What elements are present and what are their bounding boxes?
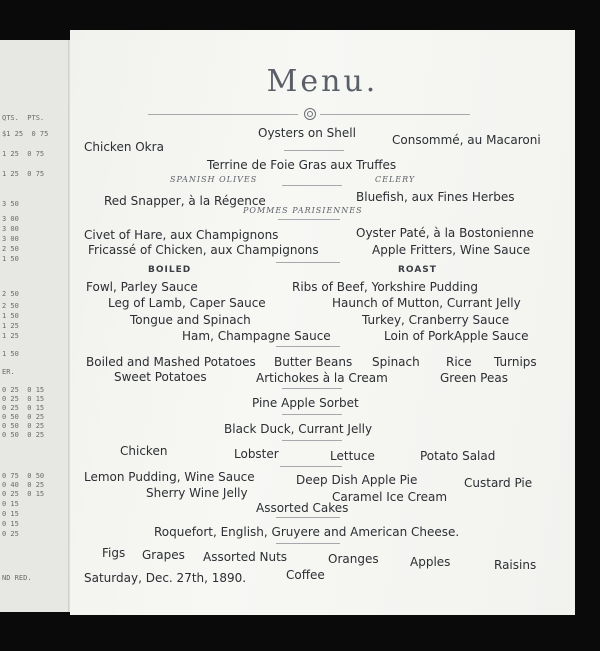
left-page-line: 1 50 xyxy=(2,350,19,358)
left-page-line: 0 15 xyxy=(2,510,19,518)
menu-item-terrine: Terrine de Foie Gras aux Truffes xyxy=(207,158,397,172)
divider xyxy=(280,466,342,467)
divider xyxy=(276,517,340,518)
menu-item-leg-lamb: Leg of Lamb, Caper Sauce xyxy=(108,296,266,310)
menu-item-spinach: Spinach xyxy=(372,355,420,369)
left-page-line: 2 50 xyxy=(2,245,19,253)
menu-item-nuts: Assorted Nuts xyxy=(203,550,288,564)
menu-item-cakes: Assorted Cakes xyxy=(256,501,349,515)
left-page-line: 0 25 0 15 xyxy=(2,395,45,403)
menu-item-tongue: Tongue and Spinach xyxy=(130,313,251,327)
divider xyxy=(282,185,342,186)
left-page-line: 2 50 xyxy=(2,302,19,310)
divider xyxy=(282,440,342,441)
menu-item-pommes: POMMES PARISIENNES xyxy=(243,206,363,215)
menu-title: Menu. xyxy=(266,64,379,99)
menu-item-oysters: Oysters on Shell xyxy=(258,126,356,140)
menu-item-loin: Loin of PorkApple Sauce xyxy=(384,329,529,343)
menu-item-raisins: Raisins xyxy=(494,558,537,572)
menu-item-rice: Rice xyxy=(446,355,472,369)
left-page-line: 0 50 0 25 xyxy=(2,422,45,430)
menu-item-cheese: Roquefort, English, Gruyere and American Cheese. xyxy=(154,525,460,539)
menu-item-turnips: Turnips xyxy=(494,355,537,369)
menu-item-fricasse: Fricassé of Chicken, aux Champignons xyxy=(88,243,319,257)
left-page-line: 0 40 0 25 xyxy=(2,481,45,489)
left-page-line: 0 50 0 25 xyxy=(2,431,45,439)
left-page-line: 0 75 0 50 xyxy=(2,472,45,480)
menu-item-potato-salad: Potato Salad xyxy=(420,449,496,463)
left-page-line: 1 50 xyxy=(2,255,19,263)
left-page-line: 1 25 xyxy=(2,332,19,340)
menu-item-grapes: Grapes xyxy=(142,548,185,562)
menu-item-bluefish: Bluefish, aux Fines Herbes xyxy=(356,190,515,204)
left-page-line: $1 25 0 75 xyxy=(2,130,49,138)
divider xyxy=(276,346,340,347)
left-page-line: 1 25 0 75 xyxy=(2,150,45,158)
left-page-line: 0 50 0 25 xyxy=(2,413,45,421)
menu-item-sherry-jelly: Sherry Wine Jelly xyxy=(146,486,248,500)
menu-item-green-peas: Green Peas xyxy=(440,371,508,385)
left-page-line: 3 00 xyxy=(2,225,19,233)
divider xyxy=(282,388,342,389)
menu-item-lettuce: Lettuce xyxy=(330,449,375,463)
left-page-line: 0 25 0 15 xyxy=(2,386,45,394)
menu-item-custard-pie: Custard Pie xyxy=(464,476,533,490)
menu-item-caramel: Caramel Ice Cream xyxy=(332,490,448,504)
menu-item-civet: Civet of Hare, aux Champignons xyxy=(84,228,279,242)
menu-item-black-duck: Black Duck, Currant Jelly xyxy=(224,422,373,436)
left-page-line: 0 25 0 15 xyxy=(2,490,45,498)
left-page-line: 1 25 0 75 xyxy=(2,170,45,178)
menu-item-chicken-okra: Chicken Okra xyxy=(84,140,164,154)
divider xyxy=(282,414,342,415)
menu-item-butter-beans: Butter Beans xyxy=(274,355,353,369)
menu-item-turkey: Turkey, Cranberry Sauce xyxy=(362,313,510,327)
menu-item-deep-dish: Deep Dish Apple Pie xyxy=(296,473,418,487)
menu-item-haunch: Haunch of Mutton, Currant Jelly xyxy=(332,296,521,310)
menu-item-apples: Apples xyxy=(410,555,451,569)
left-page-line: 0 15 xyxy=(2,520,19,528)
left-page-line: 3 50 xyxy=(2,200,19,208)
left-page-line: 3 00 xyxy=(2,235,19,243)
left-page-line: 1 50 xyxy=(2,312,19,320)
left-page-line: ND RED. xyxy=(2,574,32,582)
divider xyxy=(276,262,340,263)
menu-item-lemon-pudding: Lemon Pudding, Wine Sauce xyxy=(84,470,255,484)
menu-item-artichokes: Artichokes à la Cream xyxy=(256,371,388,385)
menu-item-chicken: Chicken xyxy=(120,444,168,458)
left-page-line: ER. xyxy=(2,368,15,376)
menu-item-consomme: Consommé, au Macaroni xyxy=(392,133,541,147)
menu-item-lobster: Lobster xyxy=(234,447,279,461)
section-roast: ROAST xyxy=(398,265,437,275)
divider xyxy=(276,543,340,544)
menu-item-oyster-pate: Oyster Paté, à la Bostonienne xyxy=(356,226,534,240)
left-page-line: 2 50 xyxy=(2,290,19,298)
left-page-line: 0 25 xyxy=(2,530,19,538)
menu-card xyxy=(70,30,575,615)
left-page-line: 3 00 xyxy=(2,215,19,223)
menu-item-sweet-potatoes: Sweet Potatoes xyxy=(114,370,207,384)
title-rule-right xyxy=(320,114,470,115)
menu-item-spanish-olives: SPANISH OLIVES xyxy=(170,175,258,184)
menu-item-fowl: Fowl, Parley Sauce xyxy=(86,280,198,294)
ornament-icon xyxy=(304,108,316,120)
menu-item-potatoes: Boiled and Mashed Potatoes xyxy=(86,355,256,369)
menu-item-oranges: Oranges xyxy=(328,552,379,566)
left-page-line: 0 15 xyxy=(2,500,19,508)
menu-item-ham: Ham, Champagne Sauce xyxy=(182,329,331,343)
section-boiled: BOILED xyxy=(148,265,192,275)
menu-item-ribs: Ribs of Beef, Yorkshire Pudding xyxy=(292,280,479,294)
menu-item-figs: Figs xyxy=(102,546,126,560)
menu-item-red-snapper: Red Snapper, à la Régence xyxy=(104,194,266,208)
left-page-line: 0 25 0 15 xyxy=(2,404,45,412)
left-page-header: QTS. PTS. xyxy=(2,114,45,122)
divider xyxy=(284,150,344,151)
left-page-line: 1 25 xyxy=(2,322,19,330)
title-rule-left xyxy=(148,114,298,115)
left-page-price-list xyxy=(0,40,70,612)
menu-date: Saturday, Dec. 27th, 1890. xyxy=(84,571,247,585)
menu-item-coffee: Coffee xyxy=(286,568,325,582)
menu-item-sorbet: Pine Apple Sorbet xyxy=(252,396,359,410)
divider xyxy=(278,219,340,220)
menu-item-apple-fritters: Apple Fritters, Wine Sauce xyxy=(372,243,531,257)
menu-item-celery: CELERY xyxy=(375,175,416,184)
